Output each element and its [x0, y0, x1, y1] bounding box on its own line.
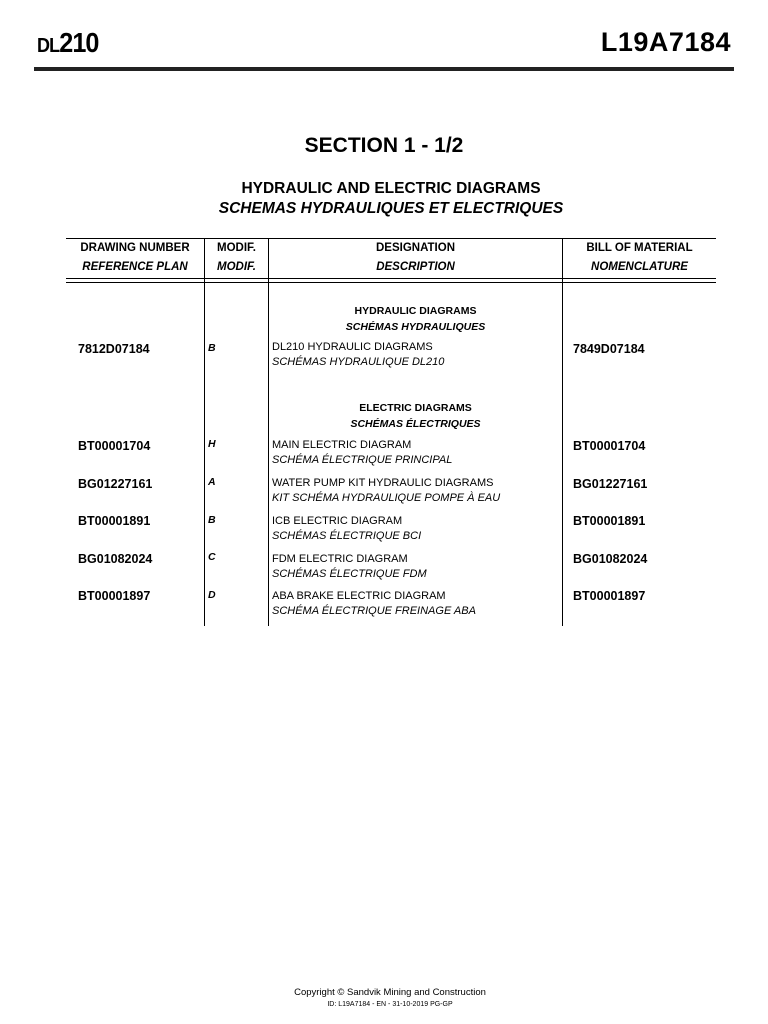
designation [272, 439, 452, 466]
designation-fr: SCHÉMAS ÉLECTRIQUE FDM [272, 568, 427, 580]
section-title: SECTION 1 - 1/2 [304, 134, 464, 157]
group-heading-electric [269, 402, 562, 430]
col-divider-3 [562, 238, 563, 626]
designation-en: ICB ELECTRIC DIAGRAM [272, 515, 403, 527]
drawing-number: BT00001704 [78, 439, 151, 453]
designation [272, 477, 500, 504]
header-drawing-number-fr: REFERENCE PLAN [82, 261, 188, 273]
designation [272, 553, 427, 580]
header-modif [205, 239, 268, 277]
header-divider [34, 67, 734, 71]
table-header-rule-2 [66, 282, 716, 283]
table-header-rule [66, 278, 716, 279]
header-designation [269, 239, 562, 277]
section-subtitle-en: HYDRAULIC AND ELECTRIC DIAGRAMS [241, 180, 541, 197]
drawing-number: BG01082024 [78, 552, 153, 566]
designation-en: DL210 HYDRAULIC DIAGRAMS [272, 341, 433, 353]
col-divider-2 [268, 238, 269, 626]
header-bill-of-material [563, 239, 716, 277]
drawing-number: BT00001891 [78, 514, 151, 528]
drawing-number: BT00001897 [78, 589, 151, 603]
group-title-en: HYDRAULIC DIAGRAMS [354, 305, 477, 317]
designation [272, 341, 444, 368]
bom-number: BT00001704 [573, 439, 646, 453]
designation-fr: SCHÉMA ÉLECTRIQUE FREINAGE ABA [272, 605, 476, 617]
header-drawing-number [66, 239, 204, 277]
drawings-table [66, 238, 716, 626]
designation-fr: SCHÉMAS ÉLECTRIQUE BCI [272, 530, 422, 542]
model-logo [37, 27, 99, 59]
drawing-number: 7812D07184 [78, 342, 150, 356]
header-designation-en: DESIGNATION [375, 242, 455, 254]
bom-number: BT00001891 [573, 514, 646, 528]
group-title-fr: SCHÉMAS ÉLECTRIQUES [350, 418, 481, 430]
designation-en: WATER PUMP KIT HYDRAULIC DIAGRAMS [272, 477, 494, 489]
modif-letter: H [208, 438, 216, 450]
group-title-en: ELECTRIC DIAGRAMS [359, 402, 472, 414]
modif-letter: B [208, 514, 216, 526]
bom-number: BG01227161 [573, 477, 648, 491]
group-title-fr: SCHÉMAS HYDRAULIQUES [345, 321, 486, 333]
header-drawing-number-en: DRAWING NUMBER [80, 242, 190, 254]
designation [272, 590, 476, 617]
modif-letter: B [208, 342, 216, 354]
designation-en: MAIN ELECTRIC DIAGRAM [272, 439, 412, 451]
bom-number: 7849D07184 [573, 342, 645, 356]
section-subtitle-fr: SCHEMAS HYDRAULIQUES ET ELECTRIQUES [218, 200, 564, 217]
header-bom-en: BILL OF MATERIAL [586, 242, 693, 254]
col-divider-1 [204, 238, 205, 626]
modif-letter: A [208, 476, 216, 488]
group-heading-hydraulic [269, 305, 562, 333]
modif-letter: D [208, 589, 216, 601]
designation-fr: SCHÉMAS HYDRAULIQUE DL210 [272, 356, 445, 368]
bom-number: BG01082024 [573, 552, 648, 566]
header-designation-fr: DESCRIPTION [376, 261, 455, 273]
model-number: 210 [59, 27, 99, 58]
designation-fr: KIT SCHÉMA HYDRAULIQUE POMPE À EAU [272, 492, 501, 504]
footer-document-id: ID: L19A7184 - EN - 31-10-2019 PG-GP [327, 1001, 453, 1008]
header-modif-fr: MODIF. [217, 261, 256, 273]
header-modif-en: MODIF. [217, 242, 256, 254]
designation-fr: SCHÉMA ÉLECTRIQUE PRINCIPAL [272, 454, 453, 466]
model-prefix: DL [37, 35, 60, 57]
footer-copyright: Copyright © Sandvik Mining and Construction [294, 987, 486, 998]
drawing-number: BG01227161 [78, 477, 153, 491]
header-bom-fr: NOMENCLATURE [591, 261, 688, 273]
bom-number: BT00001897 [573, 589, 646, 603]
designation-en: FDM ELECTRIC DIAGRAM [272, 553, 408, 565]
designation [272, 515, 421, 542]
document-number: L19A7184 [600, 27, 731, 57]
modif-letter: C [208, 551, 216, 563]
designation-en: ABA BRAKE ELECTRIC DIAGRAM [272, 590, 446, 602]
